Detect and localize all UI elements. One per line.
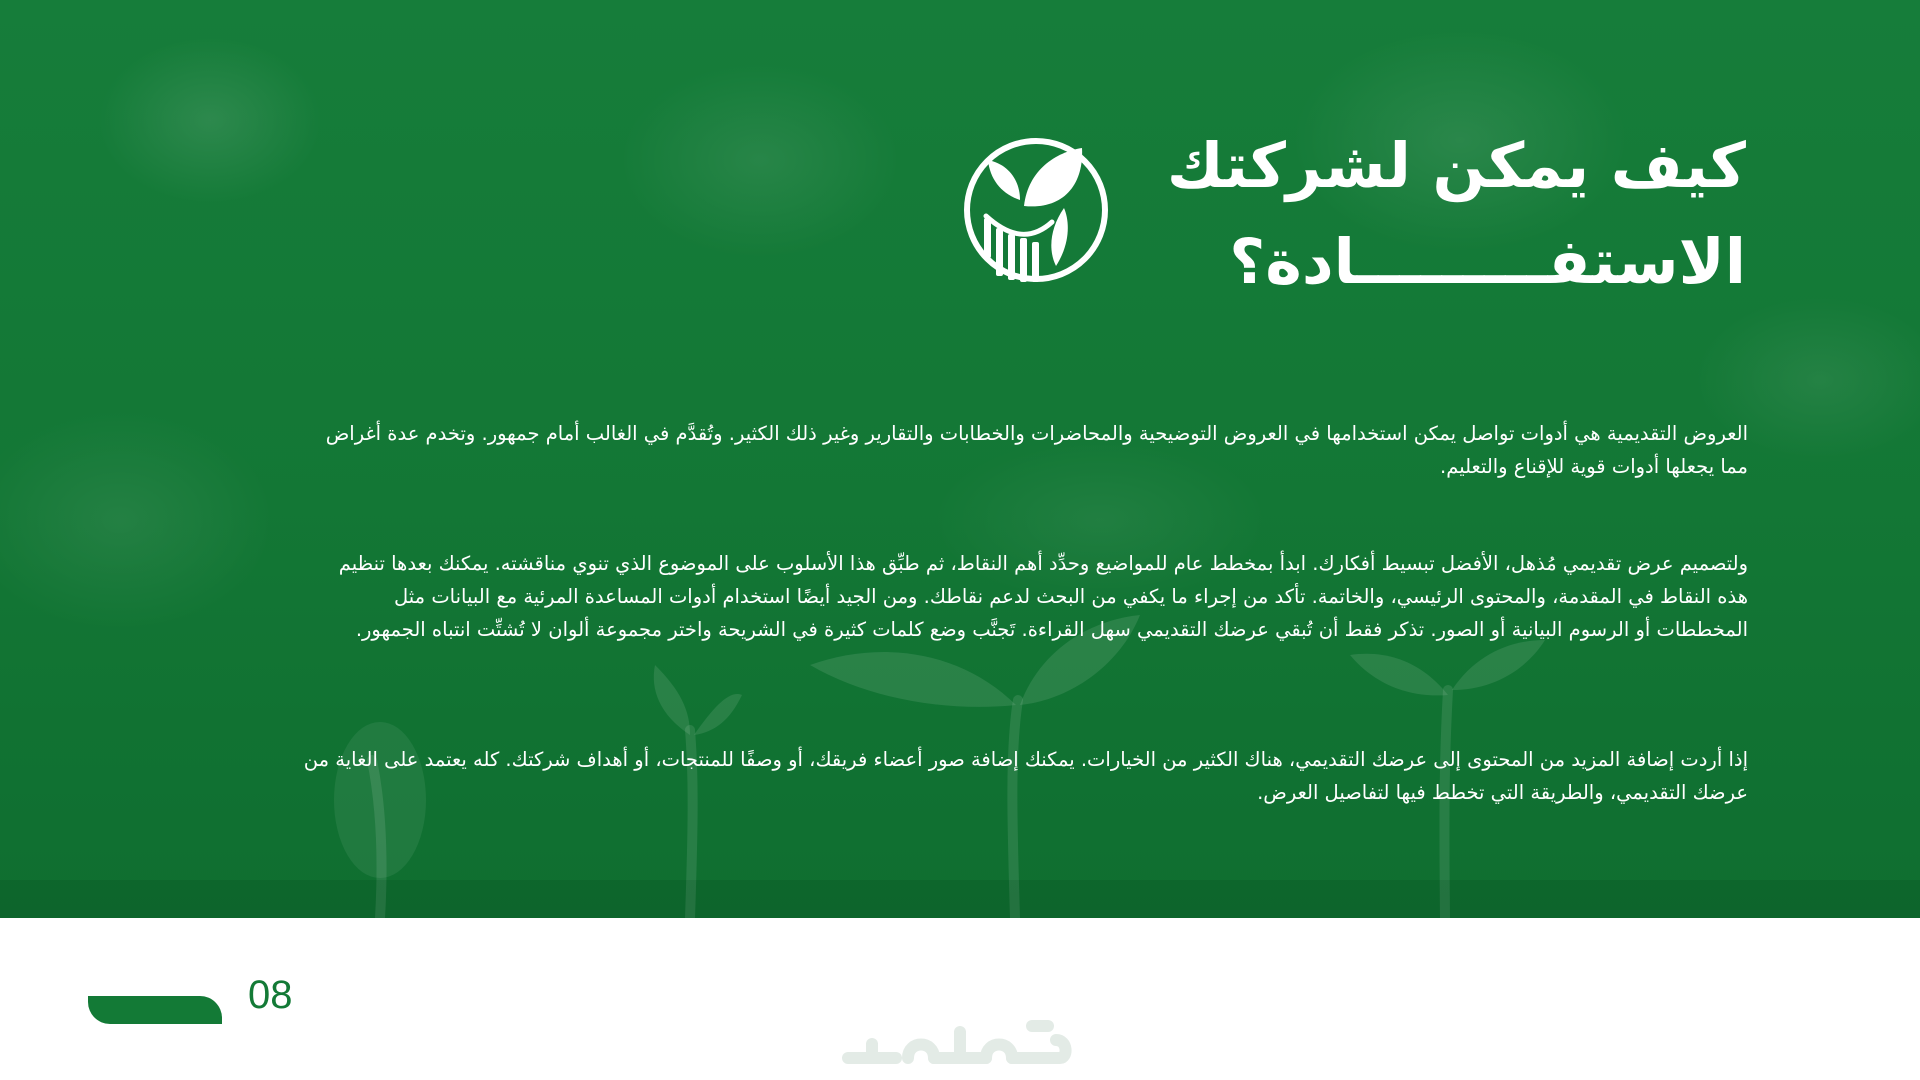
- paragraph-1: العروض التقديمية هي أدوات تواصل يمكن استخدامها في العروض التوضيحية والمحاضرات والخطابات والتقارير وغير ذلك الكثير. وتُقدَّم في الغالب أمام جمهور. وتخدم عدة أغراض مما يجعلها أدوات قوية للإقناع والتعليم.: [325, 422, 1748, 478]
- title-line-2: الاستفـــــــــادة؟: [1229, 225, 1746, 298]
- paragraph-3: إذا أردت إضافة المزيد من المحتوى إلى عرضك التقديمي، هناك الكثير من الخيارات. يمكنك إضافة صور أعضاء فريقك، أو وصفًا للمنتجات، أو أهداف شركتك. كله يعتمد على الغاية من عرضك التقديمي، والطريقة التي تخطط فيها لتفاصيل العرض.: [303, 748, 1748, 804]
- khamsat-logo-icon: [836, 1010, 1076, 1074]
- slide-title: [1106, 118, 1746, 310]
- page-number: 08: [248, 973, 293, 1017]
- leaf-growth-chart-icon: [960, 104, 1110, 294]
- slide-footer: [0, 918, 1920, 1080]
- page-indicator-bar: [88, 996, 222, 1024]
- paragraph-2: ولتصميم عرض تقديمي مُذهل، الأفضل تبسيط أفكارك. ابدأ بمخطط عام للمواضيع وحدِّد أهم النقاط، ثم طبِّق هذا الأسلوب على الموضوع الذي تنوي مناقشته. يمكنك بعدها تنظيم هذه النقاط في المقدمة، والمحتوى الرئيسي، والخاتمة. تأكد من إجراء ما يكفي من البحث لدعم نقاطك. ومن الجيد أيضًا استخدام أدوات المساعدة المرئية مع البيانات مثل المخططات أو الرسوم البيانية أو الصور. تذكر فقط أن تُبقي عرضك التقديمي سهل القراءة. تَجنَّب وضع كلمات كثيرة في الشريحة واختر مجموعة ألوان لا تُشتِّت انتباه الجمهور.: [338, 552, 1748, 641]
- title-line-1: كيف يمكن لشركتك: [1166, 129, 1746, 202]
